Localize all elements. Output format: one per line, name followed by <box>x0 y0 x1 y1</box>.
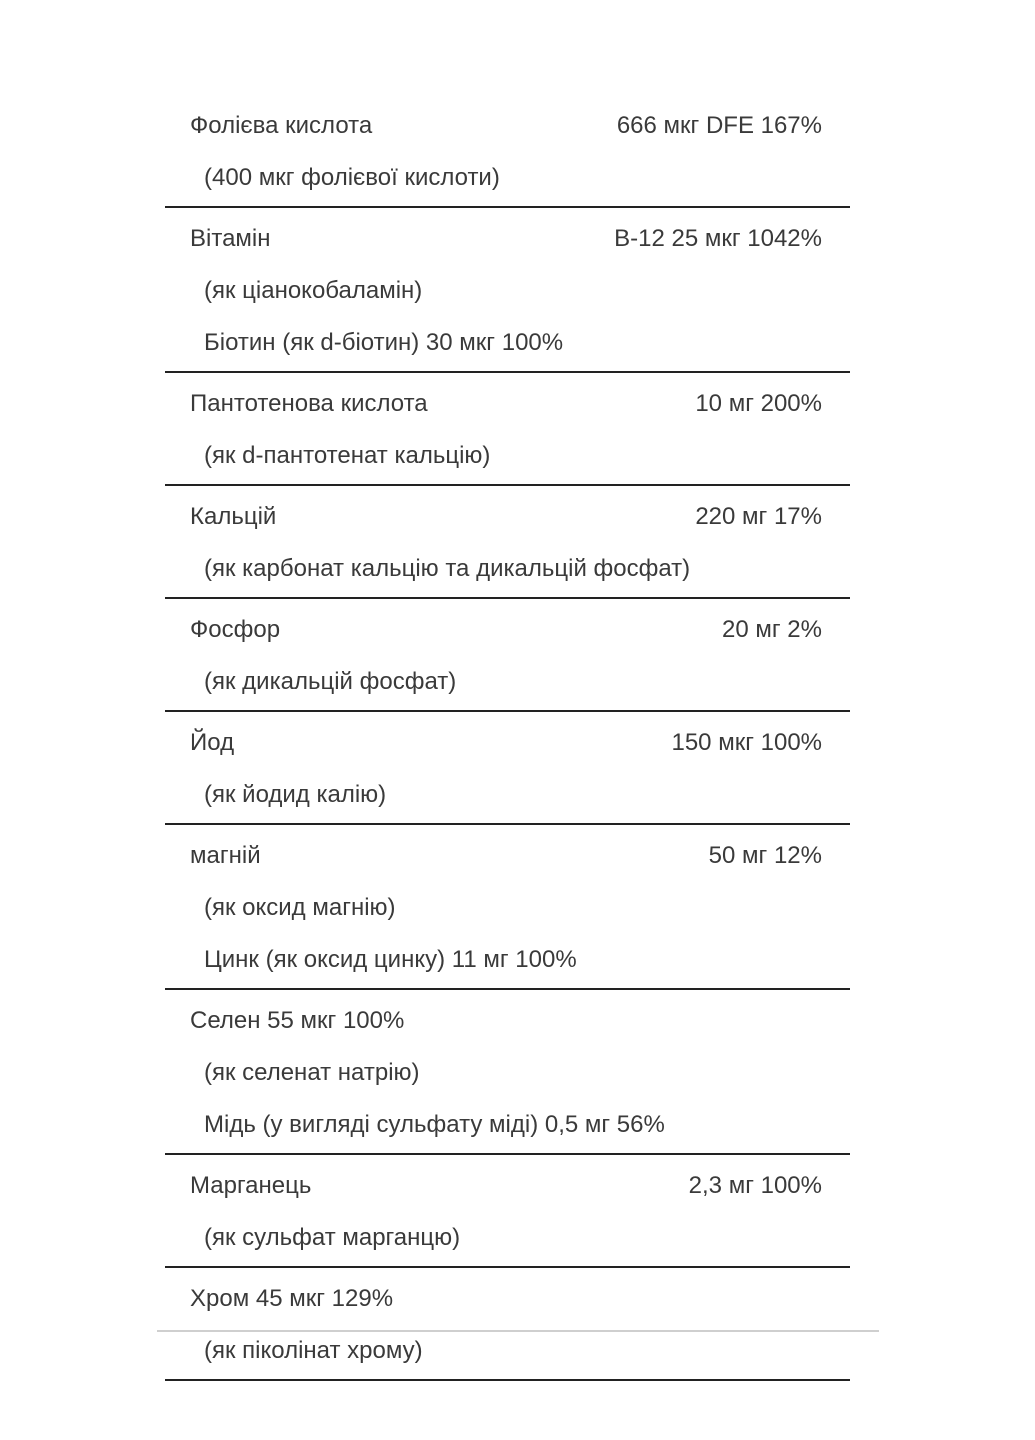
nutrient-name: Фосфор <box>190 616 281 643</box>
nutrient-row <box>165 599 850 712</box>
nutrient-source: (як ціанокобаламін) <box>204 277 423 304</box>
nutrient-source: (як карбонат кальцію та дикальцій фосфат) <box>204 555 691 582</box>
nutrient-extra-line: Біотин (як d-біотин) 30 мкг 100% <box>204 329 564 356</box>
nutrient-source: (як сульфат марганцю) <box>204 1224 461 1251</box>
nutrient-row <box>165 825 850 990</box>
supplement-facts-table <box>165 95 850 1381</box>
nutrient-line <box>165 100 850 152</box>
nutrient-name: Хром 45 мкг 129% <box>190 1285 394 1312</box>
nutrient-row <box>165 486 850 599</box>
nutrient-name: Марганець <box>190 1172 312 1199</box>
nutrient-line <box>165 604 850 656</box>
nutrient-amount: 150 мкг 100% <box>671 729 822 756</box>
nutrient-row <box>165 95 850 208</box>
nutrient-line <box>165 717 850 769</box>
nutrient-amount: 10 мг 200% <box>695 390 822 417</box>
nutrient-line <box>165 378 850 430</box>
nutrient-source: (як дикальцій фосфат) <box>204 668 457 695</box>
nutrient-amount: 50 мг 12% <box>708 842 822 869</box>
nutrient-source: (400 мкг фолієвої кислоти) <box>204 164 500 191</box>
nutrient-line <box>165 213 850 265</box>
nutrient-name: Кальцій <box>190 503 277 530</box>
nutrient-amount: 666 мкг DFE 167% <box>616 112 822 139</box>
nutrient-source: (як селенат натрію) <box>204 1059 420 1086</box>
nutrient-name: Йод <box>190 729 235 756</box>
nutrient-extra-line: Цинк (як оксид цинку) 11 мг 100% <box>204 946 577 973</box>
nutrient-amount: 220 мг 17% <box>695 503 822 530</box>
nutrient-row <box>165 990 850 1155</box>
nutrient-row <box>165 712 850 825</box>
nutrient-row <box>165 373 850 486</box>
nutrient-row <box>165 1268 850 1381</box>
nutrient-name: Фолієва кислота <box>190 112 373 139</box>
nutrient-line <box>165 491 850 543</box>
nutrient-source: (як оксид магнію) <box>204 894 396 921</box>
nutrient-name: магній <box>190 842 261 869</box>
nutrient-amount: 20 мг 2% <box>722 616 822 643</box>
nutrient-amount: B-12 25 мкг 1042% <box>614 225 822 252</box>
nutrient-source: (як d-пантотенат кальцію) <box>204 442 491 469</box>
nutrient-amount: 2,3 мг 100% <box>688 1172 822 1199</box>
nutrient-line <box>165 830 850 882</box>
nutrient-line <box>165 1160 850 1212</box>
nutrient-extra-line: Мідь (у вигляді сульфату міді) 0,5 мг 56% <box>204 1111 665 1138</box>
nutrient-source: (як піколінат хрому) <box>204 1337 423 1364</box>
nutrient-row <box>165 208 850 373</box>
nutrient-name: Вітамін <box>190 225 271 252</box>
table-bottom-divider <box>157 1330 879 1332</box>
nutrient-name: Селен 55 мкг 100% <box>190 1007 405 1034</box>
nutrient-source: (як йодид калію) <box>204 781 387 808</box>
nutrient-line <box>165 1273 850 1325</box>
nutrient-row <box>165 1155 850 1268</box>
nutrient-name: Пантотенова кислота <box>190 390 428 417</box>
nutrient-line <box>165 995 850 1047</box>
